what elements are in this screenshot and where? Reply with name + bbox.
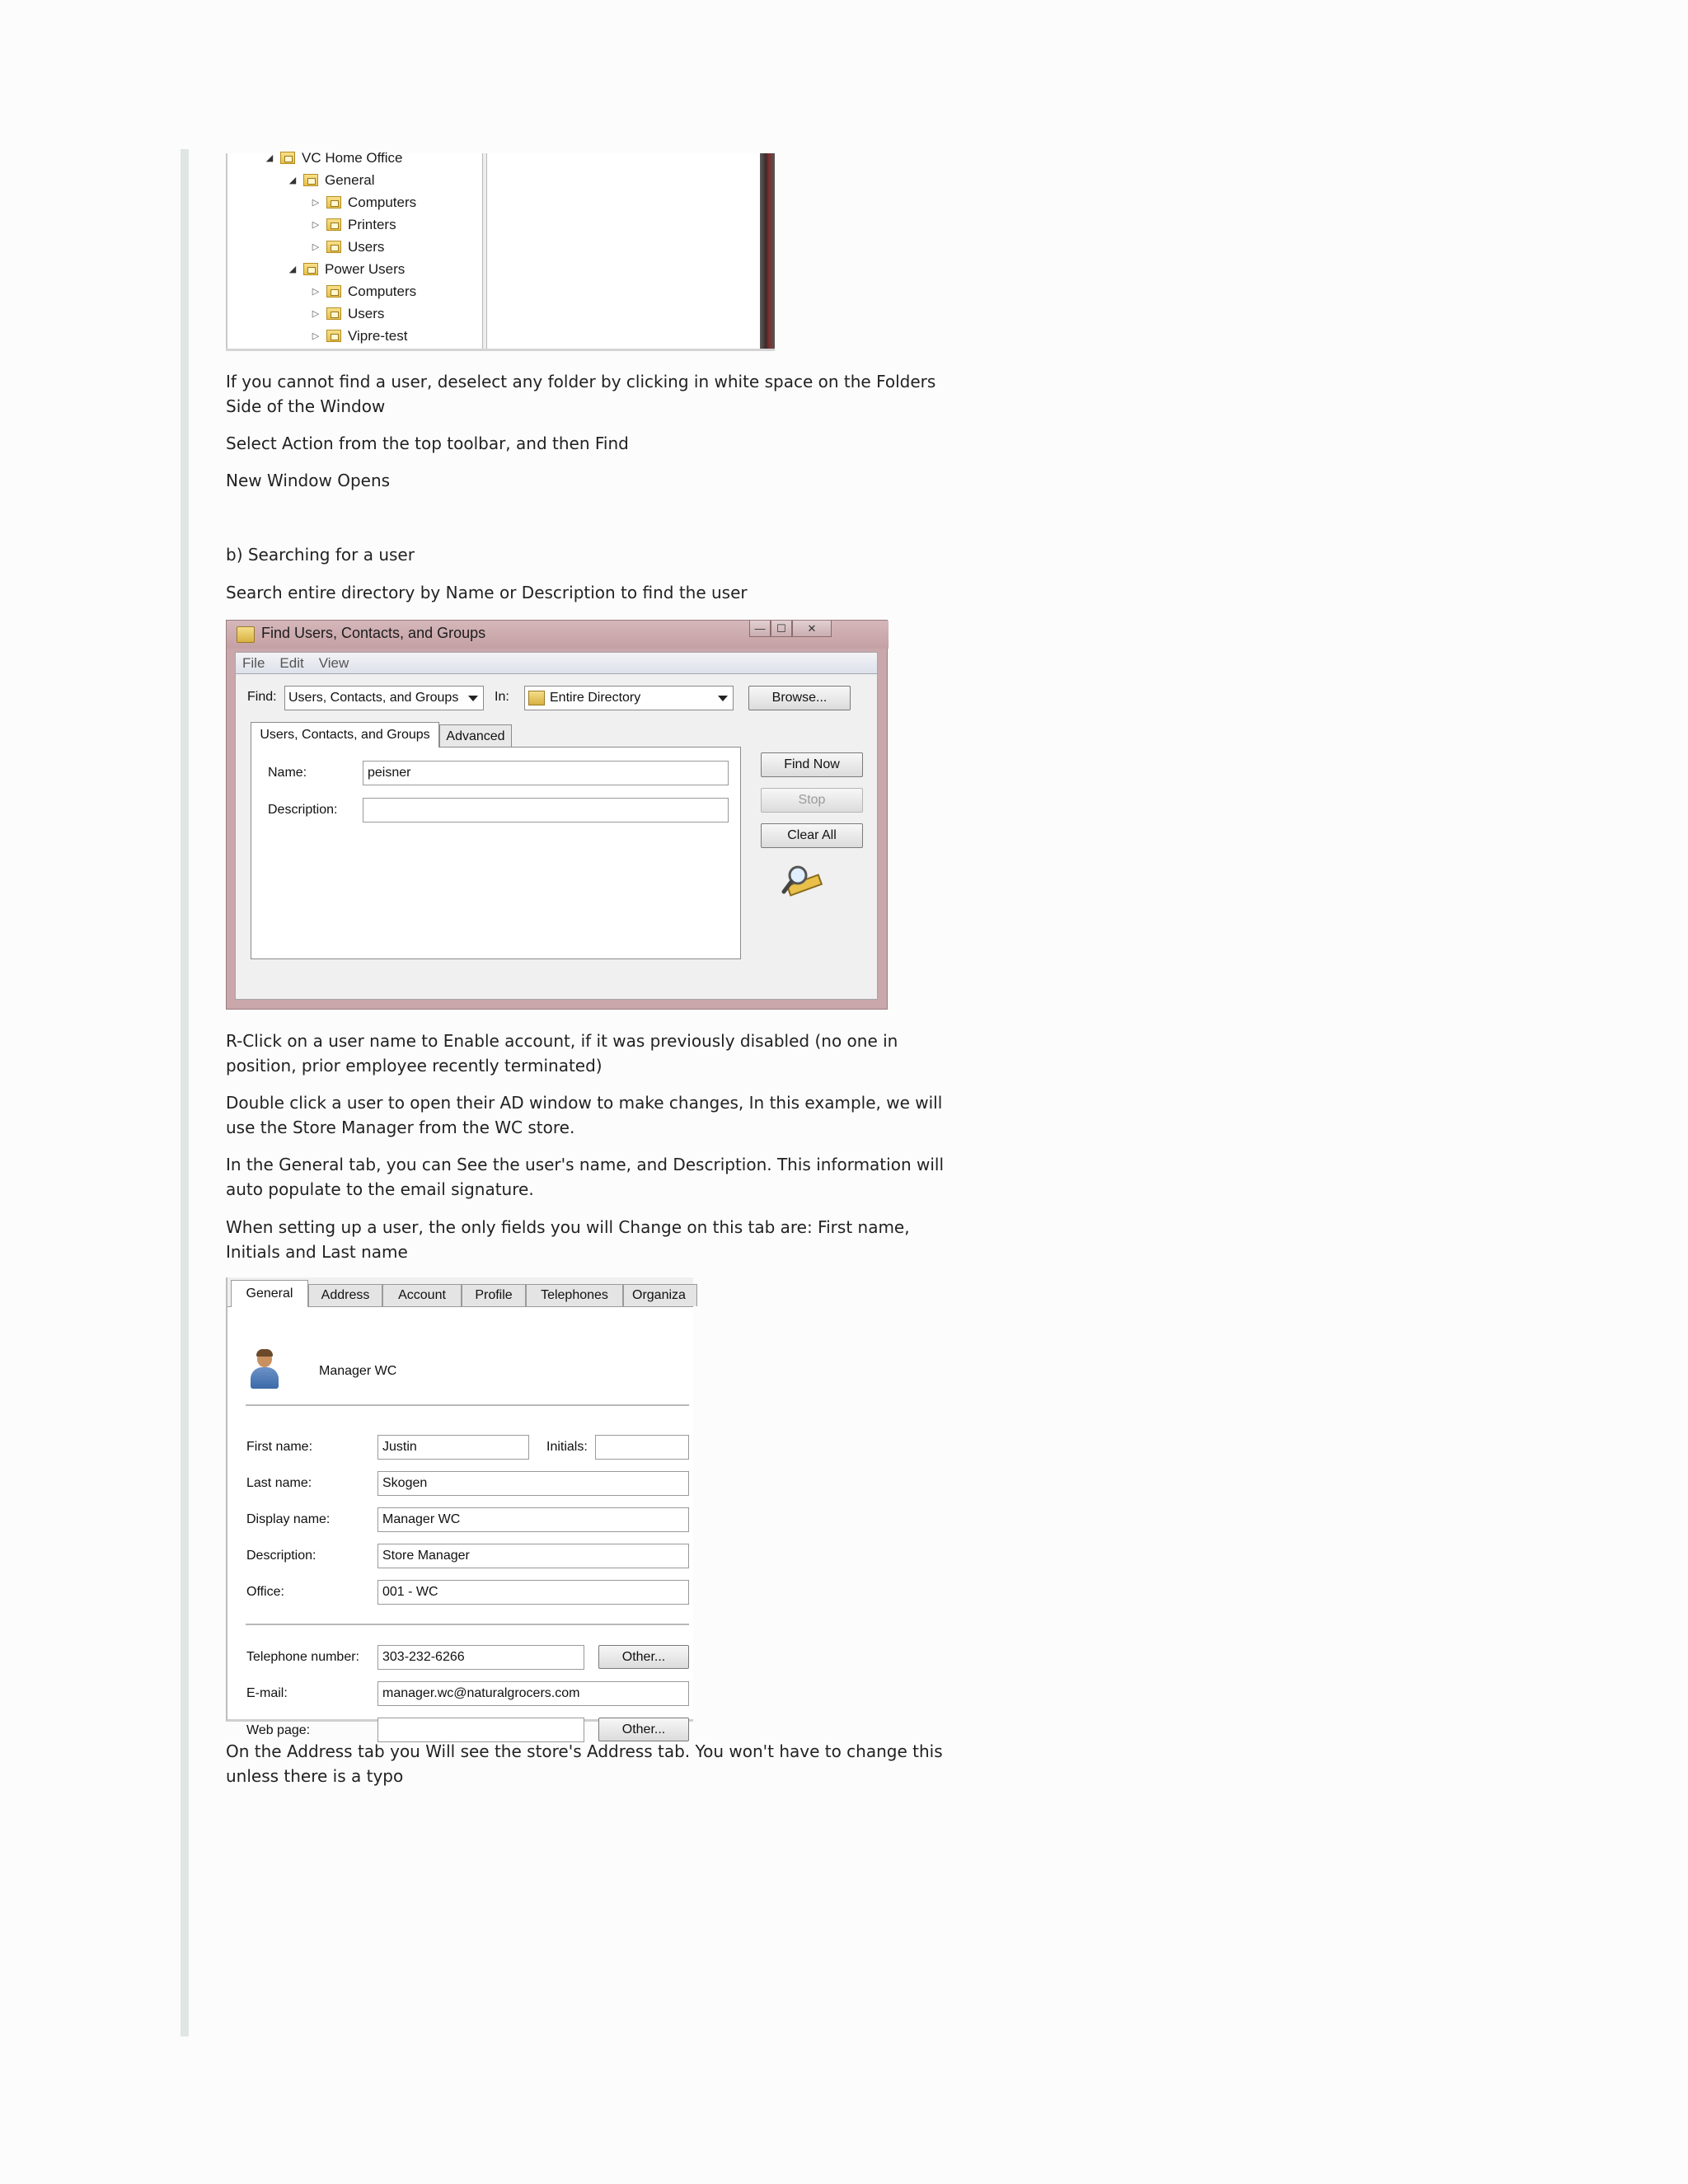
telephone-input[interactable]: 303-232-6266 (377, 1645, 584, 1670)
description-input[interactable]: Store Manager (377, 1544, 689, 1568)
name-label: Name: (268, 766, 307, 780)
telephone-other-button[interactable]: Other... (598, 1645, 689, 1669)
screenshot-border (226, 349, 775, 351)
instruction-paragraph: When setting up a user, the only fields you will Change on this tab are: First name, Initials and Last name (226, 1217, 910, 1262)
browse-button[interactable]: Browse... (748, 686, 851, 710)
tab-profile[interactable]: Profile (462, 1284, 526, 1306)
first-name-label: First name: (246, 1440, 313, 1454)
instruction-paragraph: R-Click on a user name to Enable account, if it was previously disabled (no one in position, prior employee recently terminated) (226, 1031, 898, 1076)
window-edge (760, 153, 775, 351)
tab-organization[interactable]: Organiza (623, 1284, 697, 1306)
scope-value: Entire Directory (550, 691, 641, 705)
last-name-label: Last name: (246, 1476, 312, 1490)
folder-icon (326, 241, 341, 253)
user-properties-screenshot (226, 1277, 693, 1737)
instruction-paragraph: On the Address tab you Will see the store's Address tab. You won't have to change this unless there is a typo (226, 1741, 943, 1786)
folder-icon (326, 285, 341, 298)
folder-tree-screenshot (226, 149, 775, 351)
find-now-button[interactable]: Find Now (761, 752, 863, 777)
display-header: Manager WC (319, 1364, 397, 1378)
tree-item-computers[interactable]: ▷ Computers (310, 280, 416, 302)
section-heading: b) Searching for a user (226, 545, 415, 565)
name-input[interactable]: peisner (363, 761, 729, 785)
webpage-label: Web page: (246, 1723, 311, 1737)
maximize-button[interactable]: ☐ (771, 621, 792, 637)
expand-arrow-icon[interactable]: ▷ (312, 331, 320, 341)
display-name-input[interactable]: Manager WC (377, 1507, 689, 1532)
description-input[interactable] (363, 798, 729, 823)
office-label: Office: (246, 1585, 284, 1599)
tree-item-vc-home-office[interactable]: ◢ VC Home Office (264, 147, 403, 169)
description-label: Description: (268, 803, 338, 817)
initials-label: Initials: (546, 1440, 588, 1454)
search-animation-icon (781, 862, 826, 900)
find-type-select[interactable] (284, 686, 484, 710)
tab-users-contacts-groups[interactable]: Users, Contacts, and Groups (251, 722, 439, 748)
folder-icon (326, 330, 341, 342)
tab-account[interactable]: Account (382, 1284, 462, 1306)
stop-button[interactable]: Stop (761, 788, 863, 813)
instruction-paragraph: If you cannot find a user, deselect any folder by clicking in white space on the Folders Side of the Window (226, 372, 936, 416)
in-label: In: (495, 690, 509, 704)
collapse-arrow-icon[interactable]: ◢ (265, 153, 274, 163)
screenshot-border (226, 153, 227, 351)
tab-advanced[interactable]: Advanced (439, 724, 512, 748)
find-label: Find: (247, 690, 277, 704)
email-label: E-mail: (246, 1686, 288, 1700)
search-panel (251, 747, 741, 959)
folder-icon (326, 218, 341, 231)
instruction-paragraph: In the General tab, you can See the user's name, and Description. This information will auto populate to the email signature. (226, 1155, 945, 1199)
scope-select[interactable] (524, 686, 734, 710)
find-app-icon (237, 626, 255, 643)
office-input[interactable]: 001 - WC (377, 1580, 689, 1605)
telephone-label: Telephone number: (246, 1650, 359, 1664)
tree-item-computers[interactable]: ▷ Computers (310, 191, 416, 213)
chevron-down-icon[interactable] (468, 696, 478, 701)
instruction-paragraph: Select Action from the top toolbar, and then Find (226, 434, 629, 453)
collapse-arrow-icon[interactable]: ◢ (288, 176, 297, 185)
expand-arrow-icon[interactable]: ▷ (312, 198, 320, 208)
last-name-input[interactable]: Skogen (377, 1471, 689, 1496)
expand-arrow-icon[interactable]: ▷ (312, 220, 320, 230)
user-avatar-icon (251, 1351, 279, 1389)
folder-icon (326, 196, 341, 209)
initials-input[interactable] (595, 1435, 689, 1460)
page-left-rule (181, 149, 189, 2036)
tree-item-vipre-test[interactable]: ▷ Vipre-test (310, 325, 407, 347)
minimize-button[interactable]: — (749, 621, 771, 637)
menu-edit[interactable]: Edit (279, 654, 304, 671)
tab-address[interactable]: Address (308, 1284, 382, 1306)
tree-item-printers[interactable]: ▷ Printers (310, 213, 396, 236)
pane-splitter[interactable] (482, 153, 487, 351)
instruction-paragraph: New Window Opens (226, 471, 391, 490)
folder-icon (303, 263, 318, 275)
general-tab-panel (227, 1306, 693, 1737)
section-divider (246, 1404, 689, 1406)
expand-arrow-icon[interactable]: ▷ (312, 242, 320, 252)
collapse-arrow-icon[interactable]: ◢ (288, 265, 297, 274)
window-title: Find Users, Contacts, and Groups (261, 625, 486, 641)
instruction-paragraph: Double click a user to open their AD window to make changes, In this example, we will use the Store Manager from the WC store. (226, 1093, 943, 1137)
instruction-paragraph: Search entire directory by Name or Description to find the user (226, 583, 748, 602)
find-type-value: Users, Contacts, and Groups (288, 691, 459, 705)
tree-item-general[interactable]: ◢ General (287, 169, 374, 191)
webpage-other-button[interactable]: Other... (598, 1718, 689, 1741)
section-divider (246, 1624, 689, 1625)
folder-icon (326, 307, 341, 320)
chevron-down-icon[interactable] (718, 696, 728, 701)
menu-file[interactable]: File (242, 654, 265, 671)
clear-all-button[interactable]: Clear All (761, 823, 863, 848)
expand-arrow-icon[interactable]: ▷ (312, 287, 320, 297)
find-dialog-screenshot (226, 620, 888, 1010)
description-label: Description: (246, 1549, 316, 1563)
directory-icon (528, 691, 545, 705)
tree-item-users[interactable]: ▷ Users (310, 302, 384, 325)
close-button[interactable]: ✕ (792, 621, 832, 637)
folder-icon (303, 174, 318, 186)
expand-arrow-icon[interactable]: ▷ (312, 309, 320, 319)
folder-icon (280, 152, 295, 164)
tree-item-power-users[interactable]: ◢ Power Users (287, 258, 405, 280)
display-name-label: Display name: (246, 1512, 331, 1526)
email-input[interactable]: manager.wc@naturalgrocers.com (377, 1681, 689, 1706)
first-name-input[interactable]: Justin (377, 1435, 529, 1460)
tree-item-users[interactable]: ▷ Users (310, 236, 384, 258)
tab-telephones[interactable]: Telephones (526, 1284, 623, 1306)
dialog-body (235, 674, 878, 1000)
tab-general[interactable]: General (231, 1280, 308, 1307)
menu-bar (235, 652, 878, 674)
menu-view[interactable]: View (318, 654, 349, 671)
